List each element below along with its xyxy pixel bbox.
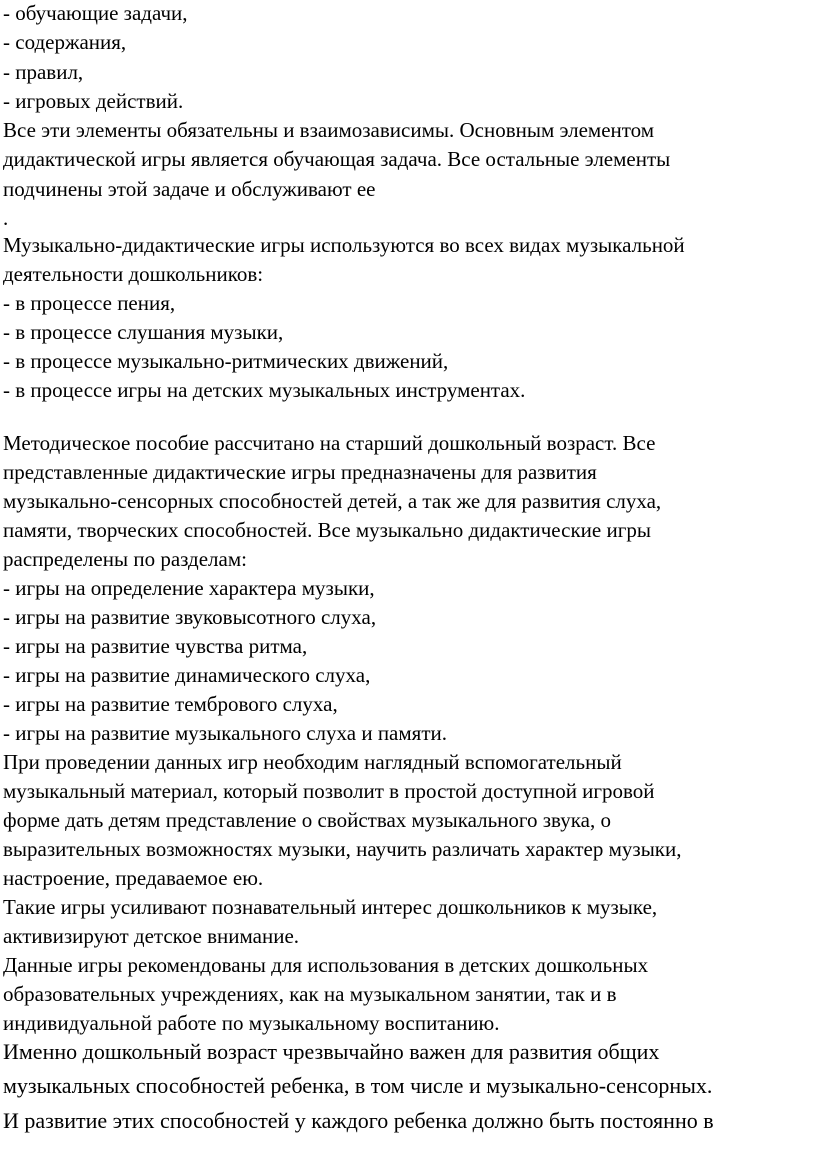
paragraph-line: активизируют детское внимание. <box>3 924 300 948</box>
list-item: - игры на развитие звуковысотного слуха, <box>3 605 377 629</box>
list-item: - игры на развитие динамического слуха, <box>3 663 371 687</box>
paragraph-line: дидактической игры является обучающая задача. Все остальные элементы <box>3 147 671 171</box>
paragraph-line: форме дать детям представление о свойствах музыкального звука, о <box>3 808 611 832</box>
paragraph-line: Именно дошкольный возраст чрезвычайно важен для развития общих <box>3 1039 660 1064</box>
list-item: - игры на определение характера музыки, <box>3 576 375 600</box>
paragraph-line: индивидуальной работе по музыкальному воспитанию. <box>3 1011 500 1035</box>
paragraph-line: образовательных учреждениях, как на музыкальном занятии, так и в <box>3 982 617 1006</box>
list-item-game-actions: - игровых действий. <box>3 89 184 113</box>
paragraph-line: Данные игры рекомендованы для использования в детских дошкольных <box>3 953 649 977</box>
paragraph-line: музыкально-сенсорных способностей детей, а так же для развития слуха, <box>3 489 662 513</box>
list-item-teaching-tasks: - обучающие задачи, <box>3 1 188 25</box>
paragraph-line: памяти, творческих способностей. Все музыкально дидактические игры <box>3 518 651 542</box>
list-item: - в процессе пения, <box>3 291 176 315</box>
paragraph-line: представленные дидактические игры предназначены для развития <box>3 460 597 484</box>
list-item-rules: - правил, <box>3 60 84 84</box>
list-item-content: - содержания, <box>3 30 127 54</box>
paragraph-line: Музыкально-дидактические игры используются во всех видах музыкальной <box>3 233 685 257</box>
paragraph-line: подчинены этой задаче и обслуживают ее <box>3 177 376 201</box>
paragraph-line: При проведении данных игр необходим наглядный вспомогательный <box>3 750 622 774</box>
list-item: - игры на развитие чувства ритма, <box>3 634 308 658</box>
paragraph-line: настроение, предаваемое ею. <box>3 866 264 890</box>
paragraph-line: музыкальный материал, который позволит в простой доступной игровой <box>3 779 655 803</box>
paragraph-line: музыкальных способностей ребенка, в том числе и музыкально-сенсорных. <box>3 1073 713 1098</box>
paragraph-line: . <box>3 206 9 230</box>
paragraph-line: выразительных возможностях музыки, научить различать характер музыки, <box>3 837 682 861</box>
paragraph-line: И развитие этих способностей у каждого ребенка должно быть постоянно в <box>3 1108 714 1133</box>
list-item: - в процессе игры на детских музыкальных инструментах. <box>3 378 526 402</box>
list-item: - игры на развитие музыкального слуха и памяти. <box>3 721 447 745</box>
paragraph-line: Такие игры усиливают познавательный интерес дошкольников к музыке, <box>3 895 658 919</box>
list-item: - в процессе музыкально-ритмических движений, <box>3 349 449 373</box>
paragraph-line: Методическое пособие рассчитано на старший дошкольный возраст. Все <box>3 431 656 455</box>
list-item: - в процессе слушания музыки, <box>3 320 284 344</box>
paragraph-line: деятельности дошкольников: <box>3 262 264 286</box>
paragraph-line: Все эти элементы обязательны и взаимозависимы. Основным элементом <box>3 118 655 142</box>
list-item: - игры на развитие тембрового слуха, <box>3 692 338 716</box>
paragraph-line: распределены по разделам: <box>3 547 247 571</box>
